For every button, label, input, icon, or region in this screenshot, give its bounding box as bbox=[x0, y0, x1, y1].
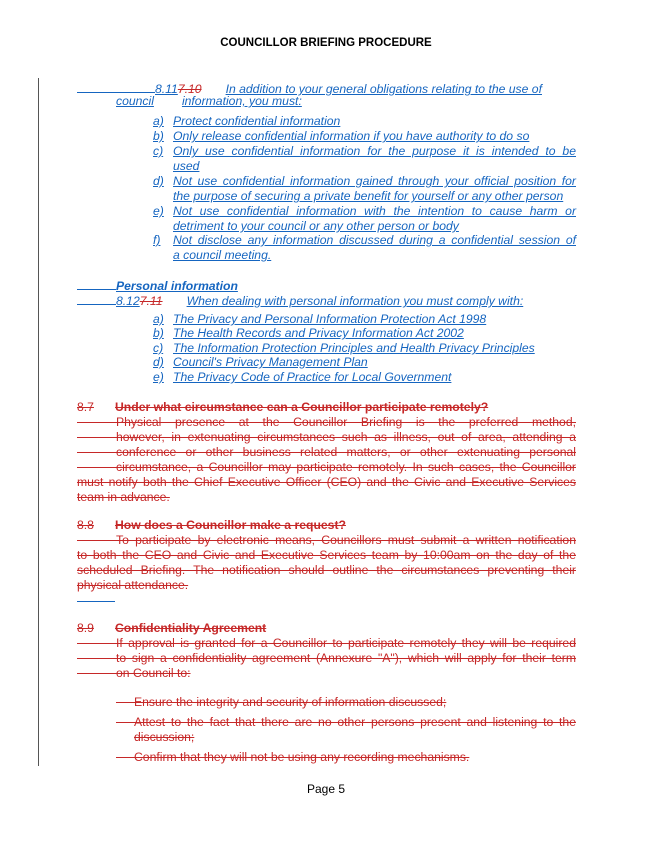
list-item-text: detriment to your council or any other person or body bbox=[173, 219, 459, 233]
list-item-text: Not use confidential information with the intention to cause harm or bbox=[173, 204, 576, 218]
section-number: 8.8 bbox=[77, 518, 94, 532]
list-item-text: Council's Privacy Management Plan bbox=[173, 355, 368, 369]
list-marker: b) bbox=[153, 326, 164, 340]
change-bar bbox=[38, 78, 39, 766]
list-item-text: Only release confidential information if you have authority to do so bbox=[173, 129, 530, 143]
bullet-text: discussion; bbox=[134, 730, 195, 744]
tab-leader bbox=[77, 673, 116, 674]
tab-leader bbox=[77, 291, 116, 305]
list-item-text: Protect confidential information bbox=[173, 114, 341, 128]
list-item-text: Not use confidential information gained through your official position for bbox=[173, 174, 576, 188]
section-heading: Confidentiality Agreement bbox=[115, 621, 267, 635]
list-marker: e) bbox=[153, 204, 164, 218]
tab-leader bbox=[77, 643, 116, 644]
section-8-12-intro-text: When dealing with personal information you must comply with: bbox=[186, 294, 524, 308]
tab-leader bbox=[77, 276, 116, 290]
list-marker: f) bbox=[153, 233, 161, 247]
empty-insert-line bbox=[77, 601, 115, 602]
section-8-7-heading-line bbox=[77, 400, 488, 414]
paragraph-line: scheduled Briefing. The notification should outline the circumstances preventing their bbox=[77, 563, 576, 577]
paragraph-line: circumstance, a Councillor may participate remotely. In such cases, the Councillor bbox=[116, 460, 576, 474]
list-item-text: Only use confidential information for the purpose it is intended to be bbox=[173, 144, 576, 158]
list-item-text: The Health Records and Privacy Information Act 2002 bbox=[173, 326, 464, 340]
section-heading: How does a Councillor make a request? bbox=[115, 518, 346, 532]
list-item-text: used bbox=[173, 159, 200, 173]
bullet-tab-leader bbox=[116, 702, 134, 703]
section-number: 8.7 bbox=[77, 400, 94, 414]
section-number-old: 7.10 bbox=[177, 82, 202, 96]
paragraph-line: To participate by electronic means, Councillors must submit a written notification bbox=[116, 533, 576, 547]
tab-leader bbox=[77, 658, 116, 659]
paragraph-line: on Council to: bbox=[116, 666, 191, 680]
section-8-11-intro-rest: information, you must: bbox=[181, 94, 302, 108]
list-marker: e) bbox=[153, 370, 164, 384]
section-heading: Under what circumstance can a Councillor participate remotely? bbox=[115, 400, 489, 414]
bullet-text: Attest to the fact that there are no other persons present and listening to the bbox=[134, 715, 576, 729]
tab-leader bbox=[77, 540, 116, 541]
tab-leader bbox=[77, 452, 116, 453]
paragraph-line: physical attendance. bbox=[77, 578, 189, 592]
bullet-text: Ensure the integrity and security of information discussed; bbox=[134, 695, 447, 709]
list-marker: c) bbox=[153, 144, 164, 158]
section-8-9-heading-line bbox=[77, 621, 266, 635]
list-item-text: The Privacy Code of Practice for Local Government bbox=[173, 370, 452, 384]
tab-leader bbox=[77, 437, 116, 438]
paragraph-line: to sign a confidentiality agreement (Annexure "A"), which will apply for their term bbox=[116, 651, 576, 665]
list-item-text: a council meeting. bbox=[173, 248, 272, 262]
bullet-tab-leader bbox=[116, 757, 134, 758]
page-number: Page 5 bbox=[306, 782, 346, 796]
section-number-new: 8.12 bbox=[116, 294, 140, 308]
section-8-8-heading-line bbox=[77, 518, 346, 532]
paragraph-line: team in advance. bbox=[77, 490, 170, 504]
bullet-tab-leader bbox=[116, 722, 134, 723]
list-item-text: The Information Protection Principles and Health Privacy Principles bbox=[173, 341, 535, 355]
section-8-12-intro bbox=[77, 291, 523, 308]
list-marker: a) bbox=[153, 312, 164, 326]
tab-leader bbox=[77, 422, 116, 423]
section-number-old: 7.11 bbox=[139, 294, 163, 308]
paragraph-line: Physical presence at the Councillor Briefing is the preferred method, bbox=[116, 415, 576, 429]
list-marker: a) bbox=[153, 114, 164, 128]
list-marker: d) bbox=[153, 355, 164, 369]
section-number: 8.9 bbox=[77, 621, 94, 635]
list-item-text: The Privacy and Personal Information Protection Act 1998 bbox=[173, 312, 487, 326]
section-number-new: 8.11 bbox=[155, 82, 178, 96]
personal-heading: Personal information bbox=[116, 279, 238, 293]
list-marker: c) bbox=[153, 341, 164, 355]
council-word: council bbox=[116, 94, 154, 108]
paragraph-line: must notify both the Chief Executive Officer (CEO) and the Civic and Executive Services bbox=[77, 475, 576, 489]
paragraph-line: to both the CEO and Civic and Executive Services team by 10:00am on the day of the bbox=[77, 548, 576, 562]
list-marker: b) bbox=[153, 129, 164, 143]
paragraph-line: however, in extenuating circumstances such as illness, out of area, attending a bbox=[116, 430, 576, 444]
paragraph-line: conference or other business related matters, or other extenuating personal bbox=[116, 445, 576, 459]
list-item-text: Not disclose any information discussed during a confidential session of bbox=[173, 233, 576, 247]
section-8-11-intro-line2 bbox=[116, 94, 302, 108]
tab-leader bbox=[77, 467, 116, 468]
list-item-text: the purpose of securing a private benefit for yourself or any other person bbox=[173, 189, 564, 203]
list-marker: d) bbox=[153, 174, 164, 188]
section-8-11-intro-line1: In addition to your general obligations relating to the use of bbox=[225, 82, 542, 96]
page-header: COUNCILLOR BRIEFING PROCEDURE bbox=[220, 37, 432, 49]
tab-leader bbox=[77, 79, 155, 93]
bullet-text: Confirm that they will not be using any recording mechanisms. bbox=[134, 750, 470, 764]
paragraph-line: If approval is granted for a Councillor to participate remotely they will be required bbox=[116, 636, 576, 650]
